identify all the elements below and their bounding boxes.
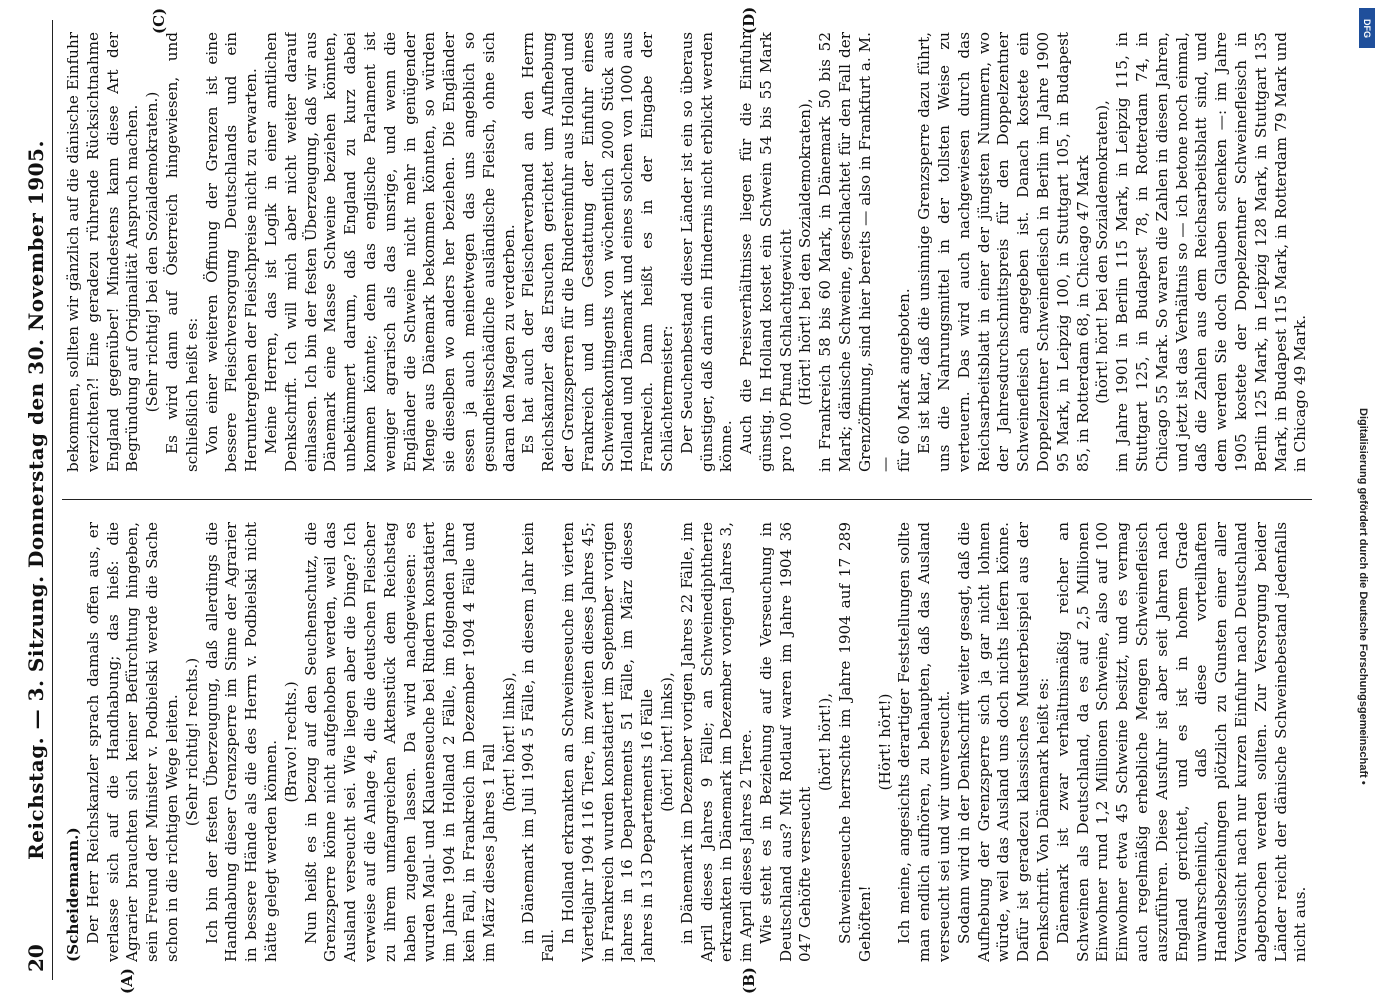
interjection: (Bravo! rechts.) bbox=[281, 681, 300, 803]
paragraph: Es ist klar, daß die unsinnige Grenzsperre dazu führt, uns die Nahrungsmittel in der tollsten Weise zu verteuern. Das wird auch nachgewiesen durch das Reichsarbeitsblatt in einer der jüngsten Nummern, wo der Jahresdurchschnittspreis für den Doppelzentner Schweinefleisch angegeben ist. Danach kostete ein Doppelzentner Schweinefleisch in Berlin im Jahre 1900 95 Mark, in Leipzig 100, in Stuttgart 105, in Budapest 85, in Rotterdam 68, in Chicago 47 Mark bbox=[915, 32, 1092, 472]
dfg-logo: DFG bbox=[1359, 8, 1375, 48]
paragraph: In Holland erkrankten an Schweineseuche im vierten Vierteljahr 1904 116 Tiere, im zweiten dieses Jahres 45; in Frankreich wurden konstatiert im September vorigen Jahres in 16 Departements 51 Fälle, im März dieses Jahres in 13 Departements 16 Fälle bbox=[558, 522, 657, 962]
paragraph: Meine Herren, das ist Logik in einer amtlichen Denkschrift. Ich will mich aber nicht weiter darauf einlassen. Ich bin der festen Überzeugung, daß wir aus Dänemark eine Masse Schweine beziehen könnten, unbekümmert darum, daß England zu kurz dabei kommen könnte; denn das englische Parlament ist weniger agrarisch als das unsrige, und wenn die Engländer die Schweine nicht mehr in genügender Menge aus Dänemark bekommen könnten, so würden sie dieselben wo anders her beziehen. Die Engländer essen ja auch meinetwegen das uns angeblich so gesundheitsschädliche ausländische Fleisch, ohne sich daran den Magen zu verderben. bbox=[261, 32, 518, 472]
right-text-column bbox=[64, 32, 1309, 472]
interjection: (Hört! hört!) bbox=[875, 693, 894, 791]
paragraph: Es hat auch der Fleischerverband an den Herrn Reichskanzler das Ersuchen gerichtet um Aufhebung der Grenzsperren für die Rindereinfuhr aus Holland und Frankreich und um Gestattung der Einfuhr eines Schweinekontingents von wöchentlich 2000 Stück aus Holland und Dänemark und eines solchen von 1000 aus Frankreich. Dann heißt es in der Eingabe der Schlächtermeister: bbox=[519, 32, 676, 472]
paragraph: Es wird dann auf Österreich hingewiesen, und schließlich heißt es: bbox=[162, 32, 201, 472]
paragraph: in Dänemark im Dezember vorigen Jahres 22 Fälle, im April dieses Jahres 9 Fälle; an Schweinediphtherie erkrankten in Dänemark im Dezember vorigen Jahres 3, im April dieses Jahres 2 Tiere. bbox=[677, 522, 756, 962]
paragraph: für 60 Mark angeboten. bbox=[895, 288, 914, 472]
paragraph: Der Herr Reichskanzler sprach damals offen aus, er verlasse sich auf die Handhabung; das hieß: die Agrarier brauchten sich keiner Befürchtung hingeben, sein Freund der Minister v. Podbielski werde die Sache schon in die richtigen Wege leiten. bbox=[83, 522, 181, 962]
paragraph: Dänemark ist zwar verhältnismäßig reicher an Schweinen als Deutschland, da es auf 2,5 Millionen Einwohner rund 1,2 Millionen Schweine, also auf 100 Einwohner etwa 45 Schweine besitzt, und es vermag auch regelmäßig erhebliche Mengen Schweinefleisch auszuführen. Diese Ausfuhr ist aber seit Jahren nach England gerichtet, und es ist in hohem Grade unwahrscheinlich, daß diese vorteilhaften Handelsbeziehungen plötzlich zu Gunsten einer aller Voraussicht nach nur kurzen Einfuhr nach Deutschland abgebrochen werden sollten. Zur Versorgung beider Länder reicht der dänische Schweinebestand jedenfalls nicht aus. bbox=[1053, 522, 1309, 962]
running-title: Reichstag. — 3. Sitzung. Donnerstag den 30. November 1905. bbox=[24, 140, 48, 860]
paragraph: Auch die Preisverhältnisse liegen für die Einfuhr günstig. In Holland kostet ein Schwein 54 bis 55 Mark pro 100 Pfund Schlachtgewicht bbox=[737, 32, 795, 472]
paragraph: Ich meine, angesichts derartiger Feststellungen sollte man endlich aufhören, zu behaupten, daß das Ausland verseucht sei und wir unverseucht. bbox=[895, 522, 954, 962]
paragraph: Ich bin der festen Überzeugung, daß allerdings die Handhabung dieser Grenzsperre im Sinne der Agrarier in bessere Hände als die des Herrn v. Podbielski nicht hätte gelegt werden können. bbox=[202, 522, 280, 962]
interjection: (hört! hört! links), bbox=[657, 672, 676, 812]
paragraph: im Jahre 1901 in Berlin 115 Mark, in Leipzig 115, in Stuttgart 125, in Budapest 78, in Rotterdam 74, in Chicago 55 Mark. So waren die Zahlen in diesen Jahren, und jetzt ist das Verhältnis so — ich betone noch einmal, daß die Zahlen aus dem Reichsarbeitsblatt sind, und dem werden Sie doch Glauben schenken —: im Jahre 1905 kostete der Doppelzentner Schweinefleisch in Berlin 125 Mark, in Leipzig 128 Mark, in Stuttgart 135 Mark, in Budapest 115 Mark, in Rotterdam 79 Mark und in Chicago 49 Mark. bbox=[1113, 32, 1309, 472]
paragraph: in Dänemark im Juli 1904 5 Fälle, in diesem Jahr kein Fall. bbox=[519, 522, 558, 962]
margin-marker-b: (B) bbox=[740, 967, 758, 994]
column-divider bbox=[62, 499, 1312, 500]
margin-marker-d: (D) bbox=[740, 6, 758, 34]
speaker-name: (Scheidemann.) bbox=[64, 827, 82, 962]
paragraph: bekommen, sollten wir gänzlich auf die dänische Einfuhr verzichten?! Eine geradezu rührende Rücksichtnahme England gegenüber! Mindestens kann diese Art der Begründung auf Originalität Anspruch machen. bbox=[64, 32, 142, 472]
interjection: (hört! hört! links), bbox=[499, 672, 518, 812]
digitization-footer bbox=[1347, 8, 1377, 968]
margin-marker-a: (A) bbox=[118, 968, 136, 994]
interjection: (hört! hört!), bbox=[816, 692, 835, 792]
left-text-column bbox=[64, 522, 1309, 962]
interjection: (Sehr richtig! rechts.) bbox=[182, 657, 201, 827]
interjection: (Sehr richtig! bei den Sozialdemokraten.) bbox=[143, 91, 162, 413]
paragraph: Der Seuchenbestand dieser Länder ist ein so überaus günstiger, daß darin ein Hindernis nicht erblickt werden könne. bbox=[677, 32, 736, 472]
paragraph: Von einer weiteren Öffnung der Grenzen ist eine bessere Fleischversorgung Deutschlands und ein Heruntergehen der Fleischpreise nicht zu erwarten. bbox=[202, 32, 261, 472]
page-header bbox=[18, 20, 53, 980]
dfg-credit-text: Digitalisierung gefördert durch die Deutsche Forschungsgemeinschaft • bbox=[1357, 408, 1369, 785]
paragraph: in Frankreich 58 bis 60 Mark, in Dänemark 50 bis 52 Mark; dänische Schweine, geschlachtet für den Fall der Grenzöffnung, sind hier bereits — also in Frankfurt a. M. — bbox=[816, 32, 894, 472]
page-number: 20 bbox=[24, 944, 48, 972]
margin-marker-c: (C) bbox=[150, 7, 168, 34]
paragraph: Wie steht es in Beziehung auf die Verseuchung in Deutschland aus? Mit Rotlauf waren im Jahre 1904 36 047 Gehöfte verseucht bbox=[756, 522, 815, 962]
paragraph: Nun heißt es in bezug auf den Seuchenschutz, die Grenzsperre könne nicht aufgehoben werden, weil das Ausland verseucht sei. Wie liegen aber die Dinge? Ich verweise auf die Anlage 4, die die deutschen Fleischer zu ihrem umfangreichen Aktenstück dem Reichstag haben zugehen lassen. Da wird nachgewiesen: es wurden Maul- und Klauenseuche bei Rindern konstatiert im Jahre 1904 in Holland 2 Fälle, im folgenden Jahre kein Fall, in Frankreich im Dezember 1904 4 Fälle und im März dieses Jahres 1 Fall bbox=[301, 522, 498, 962]
interjection: (hört! hört! bei den Sozialdemokraten), bbox=[1093, 100, 1112, 404]
interjection: (Hört! hört! bei den Sozialdemokraten), bbox=[796, 98, 815, 406]
paragraph: Schweineseuche herrschte im Jahre 1904 auf 17 289 Gehöften! bbox=[836, 522, 874, 962]
paragraph: Sodann wird in der Denkschrift weiter gesagt, daß die Aufhebung der Grenzsperre sich ja gar nicht lohnen würde, weil das Ausland uns doch nichts liefern könne. Dafür ist geradezu klassisches Musterbeispiel aus der Denkschrift. Von Dänemark heißt es: bbox=[954, 522, 1053, 962]
